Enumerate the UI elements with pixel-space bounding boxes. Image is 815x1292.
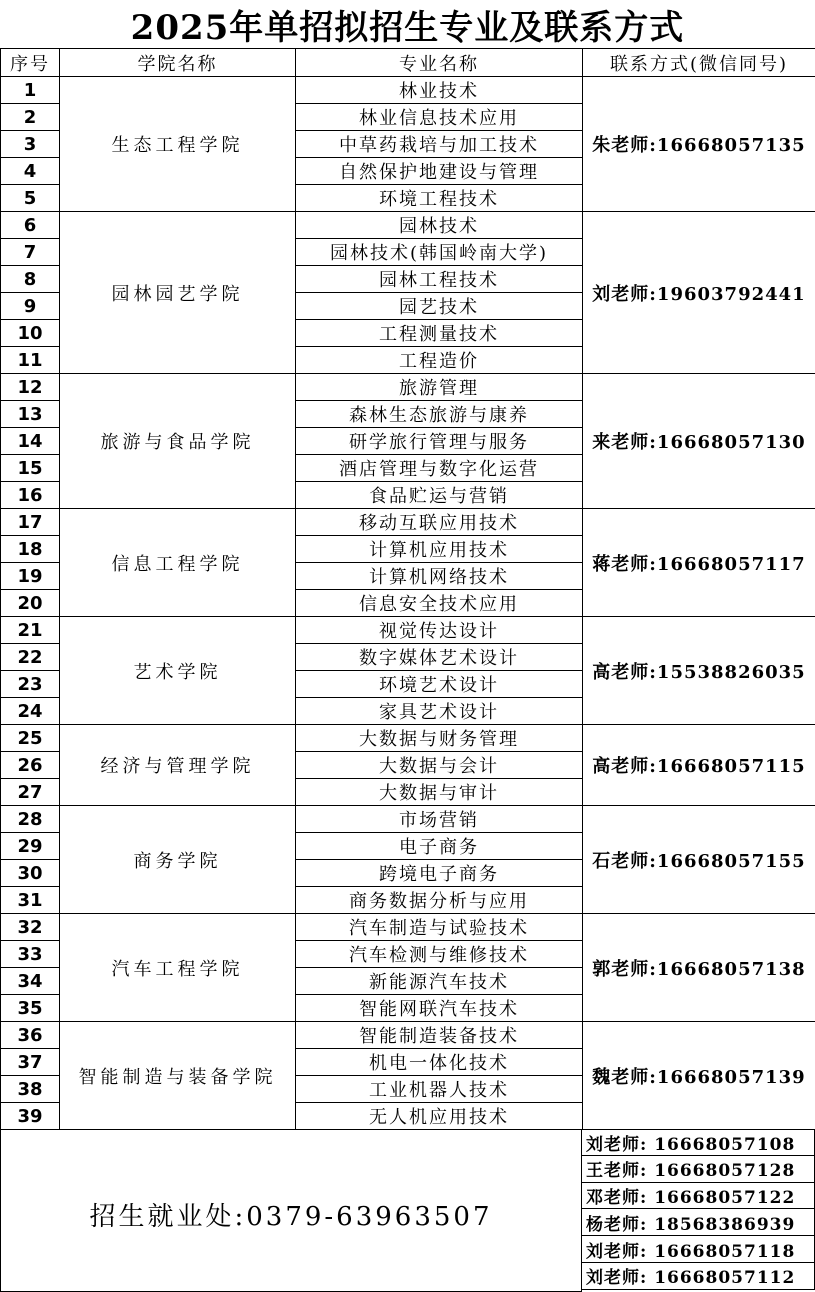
major-name: 森林生态旅游与康养 — [296, 401, 583, 428]
major-name: 机电一体化技术 — [296, 1049, 583, 1076]
major-name: 园林技术(韩国岭南大学) — [296, 239, 583, 266]
row-seq: 7 — [1, 239, 60, 266]
majors-table-body — [1, 49, 815, 1130]
table-row — [1, 77, 815, 104]
major-name: 商务数据分析与应用 — [296, 887, 583, 914]
major-name: 林业信息技术应用 — [296, 104, 583, 131]
major-name: 大数据与财务管理 — [296, 725, 583, 752]
row-seq: 1 — [1, 77, 60, 104]
admissions-office-phone: 招生就业处:0379-63963507 — [89, 1202, 493, 1232]
row-seq: 33 — [1, 941, 60, 968]
college-contact: 高老师:16668057115 — [583, 725, 815, 806]
header-contact: 联系方式(微信同号) — [583, 49, 815, 77]
major-name: 酒店管理与数字化运营 — [296, 455, 583, 482]
row-seq: 34 — [1, 968, 60, 995]
row-seq: 36 — [1, 1022, 60, 1049]
college-name: 艺术学院 — [60, 617, 296, 725]
row-seq: 8 — [1, 266, 60, 293]
row-seq: 15 — [1, 455, 60, 482]
row-seq: 28 — [1, 806, 60, 833]
major-name: 智能制造装备技术 — [296, 1022, 583, 1049]
row-seq: 30 — [1, 860, 60, 887]
major-name: 工业机器人技术 — [296, 1076, 583, 1103]
major-name: 无人机应用技术 — [296, 1103, 583, 1130]
row-seq: 10 — [1, 320, 60, 347]
major-name: 数字媒体艺术设计 — [296, 644, 583, 671]
table-row — [1, 617, 815, 644]
row-seq: 17 — [1, 509, 60, 536]
table-row — [1, 725, 815, 752]
row-seq: 9 — [1, 293, 60, 320]
major-name: 视觉传达设计 — [296, 617, 583, 644]
major-name: 跨境电子商务 — [296, 860, 583, 887]
row-seq: 23 — [1, 671, 60, 698]
row-seq: 22 — [1, 644, 60, 671]
major-name: 家具艺术设计 — [296, 698, 583, 725]
college-contact: 来老师:16668057130 — [583, 374, 815, 509]
row-seq: 14 — [1, 428, 60, 455]
footer-contact-item: 刘老师: 16668057112 — [581, 1263, 815, 1290]
row-seq: 3 — [1, 131, 60, 158]
header-college: 学院名称 — [60, 49, 296, 77]
footer — [0, 1129, 815, 1292]
major-name: 中草药栽培与加工技术 — [296, 131, 583, 158]
college-name: 园林园艺学院 — [60, 212, 296, 374]
row-seq: 2 — [1, 104, 60, 131]
major-name: 汽车检测与维修技术 — [296, 941, 583, 968]
college-name: 汽车工程学院 — [60, 914, 296, 1022]
table-row — [1, 374, 815, 401]
major-name: 林业技术 — [296, 77, 583, 104]
footer-contact-item: 王老师: 16668057128 — [581, 1156, 815, 1183]
row-seq: 35 — [1, 995, 60, 1022]
admissions-office — [0, 1129, 582, 1292]
major-name: 智能网联汽车技术 — [296, 995, 583, 1022]
major-name: 信息安全技术应用 — [296, 590, 583, 617]
row-seq: 20 — [1, 590, 60, 617]
major-name: 汽车制造与试验技术 — [296, 914, 583, 941]
row-seq: 38 — [1, 1076, 60, 1103]
table-row — [1, 1022, 815, 1049]
table-row — [1, 212, 815, 239]
header-major: 专业名称 — [296, 49, 583, 77]
major-name: 园艺技术 — [296, 293, 583, 320]
college-name: 信息工程学院 — [60, 509, 296, 617]
row-seq: 6 — [1, 212, 60, 239]
row-seq: 24 — [1, 698, 60, 725]
row-seq: 29 — [1, 833, 60, 860]
major-name: 园林工程技术 — [296, 266, 583, 293]
row-seq: 25 — [1, 725, 60, 752]
major-name: 旅游管理 — [296, 374, 583, 401]
row-seq: 18 — [1, 536, 60, 563]
major-name: 环境艺术设计 — [296, 671, 583, 698]
table-header-row — [1, 49, 815, 77]
row-seq: 32 — [1, 914, 60, 941]
college-name: 经济与管理学院 — [60, 725, 296, 806]
college-name: 生态工程学院 — [60, 77, 296, 212]
majors-table — [0, 48, 815, 1130]
header-seq: 序号 — [1, 49, 60, 77]
row-seq: 16 — [1, 482, 60, 509]
college-name: 商务学院 — [60, 806, 296, 914]
row-seq: 13 — [1, 401, 60, 428]
college-name: 智能制造与装备学院 — [60, 1022, 296, 1130]
major-name: 计算机网络技术 — [296, 563, 583, 590]
row-seq: 11 — [1, 347, 60, 374]
major-name: 新能源汽车技术 — [296, 968, 583, 995]
row-seq: 21 — [1, 617, 60, 644]
college-name: 旅游与食品学院 — [60, 374, 296, 509]
college-contact: 郭老师:16668057138 — [583, 914, 815, 1022]
footer-contact-item: 邓老师: 16668057122 — [581, 1183, 815, 1210]
major-name: 大数据与审计 — [296, 779, 583, 806]
major-name: 移动互联应用技术 — [296, 509, 583, 536]
row-seq: 39 — [1, 1103, 60, 1130]
major-name: 工程测量技术 — [296, 320, 583, 347]
row-seq: 4 — [1, 158, 60, 185]
major-name: 大数据与会计 — [296, 752, 583, 779]
footer-contact-item: 杨老师: 18568386939 — [581, 1209, 815, 1236]
table-row — [1, 509, 815, 536]
row-seq: 27 — [1, 779, 60, 806]
major-name: 园林技术 — [296, 212, 583, 239]
major-name: 自然保护地建设与管理 — [296, 158, 583, 185]
major-name: 电子商务 — [296, 833, 583, 860]
footer-contact-list — [581, 1129, 815, 1292]
college-contact: 石老师:16668057155 — [583, 806, 815, 914]
row-seq: 26 — [1, 752, 60, 779]
row-seq: 5 — [1, 185, 60, 212]
college-contact: 刘老师:19603792441 — [583, 212, 815, 374]
college-contact: 魏老师:16668057139 — [583, 1022, 815, 1130]
row-seq: 12 — [1, 374, 60, 401]
major-name: 研学旅行管理与服务 — [296, 428, 583, 455]
row-seq: 31 — [1, 887, 60, 914]
row-seq: 37 — [1, 1049, 60, 1076]
major-name: 计算机应用技术 — [296, 536, 583, 563]
major-name: 食品贮运与营销 — [296, 482, 583, 509]
college-contact: 高老师:15538826035 — [583, 617, 815, 725]
table-row — [1, 806, 815, 833]
row-seq: 19 — [1, 563, 60, 590]
college-contact: 蒋老师:16668057117 — [583, 509, 815, 617]
footer-contact-item: 刘老师: 16668057108 — [581, 1129, 815, 1156]
college-contact: 朱老师:16668057135 — [583, 77, 815, 212]
major-name: 工程造价 — [296, 347, 583, 374]
page-title: 2025年单招拟招生专业及联系方式 — [130, 7, 685, 48]
footer-contact-item: 刘老师: 16668057118 — [581, 1236, 815, 1263]
table-row — [1, 914, 815, 941]
major-name: 市场营销 — [296, 806, 583, 833]
major-name: 环境工程技术 — [296, 185, 583, 212]
